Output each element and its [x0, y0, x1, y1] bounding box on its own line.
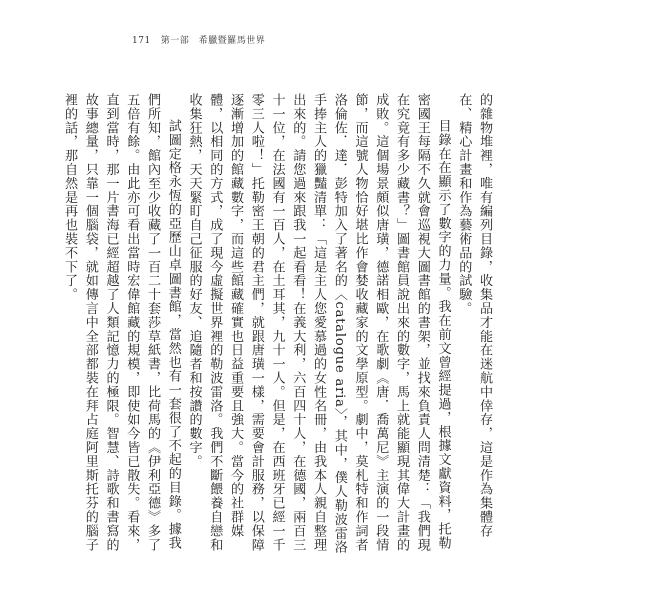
- running-title: 第一部 希臘暨羅馬世界: [160, 36, 266, 46]
- paragraph-alexandria: 試圖定格永恆的亞歷山卓圖書館，當然也有一套很了不起的目錄。據我們所知，館內至少收藏了一百二十套莎草紙書，比荷馬的《伊利亞德》多了五倍有餘。由此亦可看出當時宏偉館藏的規模，即使如今皆已散失。看來，直到當時，那一片書海已經超越了人類記憶力的極限。智慧、詩歌和書寫的故事總量，只靠一個腦袋，就如傳言中全部都裝在拜占庭阿里斯托芬的腦子裡的話，那自然是再也裝不下了。: [62, 93, 181, 552]
- paragraph-continuation: 的雜物堆裡，唯有編列目錄，收集品才能在迷航中倖存，這是作為集體存在、精心計畫和作為藝術品的試驗。: [456, 93, 492, 538]
- vertical-text-body: [62, 93, 494, 555]
- page-number: 171: [132, 36, 151, 46]
- paragraph-catalogue: 目錄在在顯示了數字的力量。我在前文曾經提過，根據文獻資料，托勒密國王每隔不久就會巡視大圖書館的書架，並找來負責人問清楚：「我們現在究竟有多少藏書？」圖書館員說出來的數字，馬上就能顯現其偉大計畫的成敗。這個場景頗似唐璜，德諾相歐，在歌劇《唐．喬萬尼》主演的一段情節，而這號人物恰好堪比作會婪收藏家的文學原型。劇中，莫札特和作詞者洛倫佐．達．彭特加入了著名的〈catalogue aria〉，其中，僕人勒波雷洛手捧主人的獵豔清單：「這是主人您愛慕過的女性名冊，由我本人親自整理出來的。請您過來跟我一起看看！在義大利，六百四十人，在德國，兩百三十一位，在法國有一百人，在土耳其，九十一人。但是，在西班牙已經一千零三人啦！」托勒密王朝的君主們，就跟唐璜一樣，需要會計服務，以保障逐漸增加的館藏數字，而這些館藏確實也日益重要且強大。當今的社群媒體，以相同的方式，成了現今虛擬世界裡的勒波雷洛。我們不斷餵養自戀和收集狂熱，天天緊盯自己征服的好友、追隨者和按讚的數字。: [186, 93, 451, 555]
- running-header: [132, 33, 265, 46]
